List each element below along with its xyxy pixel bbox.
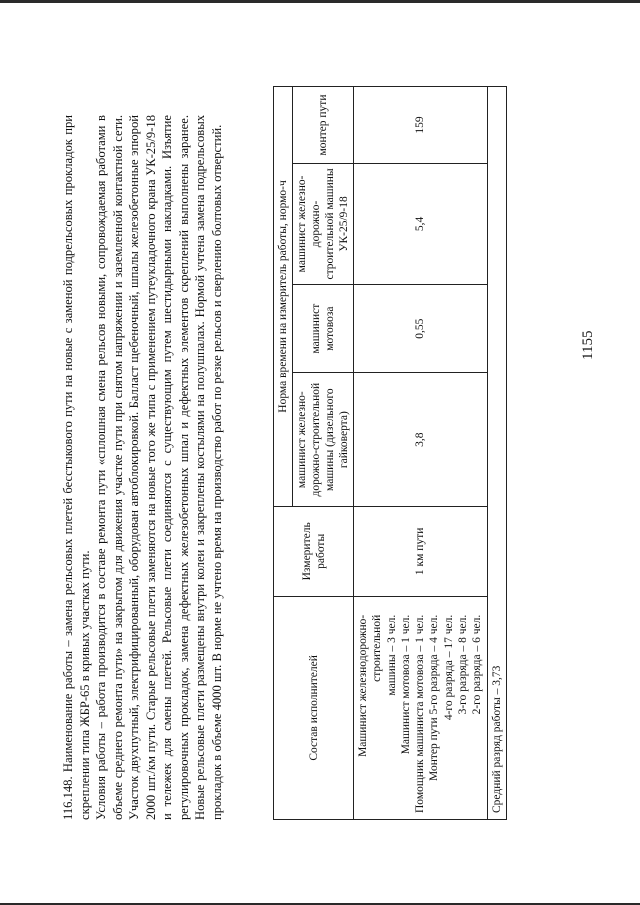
table-footer-row [487,87,506,820]
crew-line: машины – 3 чел. [385,614,398,696]
crew-line: Машинист мотовоза – 1 чел. [399,614,412,755]
table-row [354,87,488,820]
subheader-track-fitter: монтер пути [293,87,354,164]
value-motovoz: 0,55 [354,284,488,373]
crew-line: Машинист железнодорожно-строительной [357,614,384,757]
header-crew: Состав исполнителей [274,596,354,819]
crew-line: Помощник машиниста мотовоза – 1 чел. [414,614,427,814]
value-track-fitter: 159 [354,87,488,164]
work-conditions: Условия работы – работа производится в составе ремонта пути «сплошная смена рельсов новыми, сопровождаемая работами в объеме среднего ремонта пути» на закрытом для движения участке пути при снятом напряжении и заземленной контактной сети. Участок двухпутный, электрифицированный, оборудован автоблокировкой. Балласт щебеночный, шпалы железобетонные эпюрой 2000 шт./км пути. Старые рельсовые плети заменяются на новые того же типа с применением путеукладочного крана УК-25/9-18 и тележек для смены плетей. Рельсовые плети соединяются с существующим путем шестидырными накладками. Изъятие регулировочных прокладок, замена дефектных железобетонных шпал и дефектных элементов скреплений выполнены заранее. Новые рельсовые плети размещены внутри колеи и закреплены костылями на полушпалах. Нормой учтена замена подрельсовых прокладок в объеме 4000 шт. В норме не учтено время на производство работ по резке рельсов и сверлению болтовых отверстий. [94,115,224,820]
section-text [60,115,225,820]
crew-line: 3-го разряда – 8 чел. [457,614,470,715]
subheader-crane-operator: машинист железно-дорожно-строительной машины УК-25/9-18 [293,164,354,285]
average-grade: Средний разряд работы – 3,73 [487,87,506,820]
crew-line: 4-го разряда – 17 чел. [442,614,455,721]
crew-cell [354,596,488,819]
work-name-heading: 116.148. Наименование работы – замена рельсовых плетей бесстыкового пути на новые с заменой подрельсовых прокладок при скреплении типа ЖБР-65 в кривых участках пути. [61,115,92,820]
header-unit: Измеритель работы [274,506,354,596]
header-norm-group: Норма времени на измеритель работы, нормо-ч [274,87,293,507]
page-number: 1155 [580,330,596,360]
subheader-motovoz-operator: машинист мотовоза [293,284,354,373]
unit-cell: 1 км пути [354,506,488,596]
crew-line: 2-го разряда – 6 чел. [471,614,484,715]
crew-line: Монтер пути 5-го разряда – 4 чел. [428,614,441,781]
table-header-row [274,87,293,820]
time-norms-table [273,86,507,820]
subheader-gaykovert-operator: машинист железно-дорожно-строительной машины (дизельного гайковерта) [293,373,354,507]
value-gaykovert: 3,8 [354,373,488,507]
value-crane: 5,4 [354,164,488,285]
